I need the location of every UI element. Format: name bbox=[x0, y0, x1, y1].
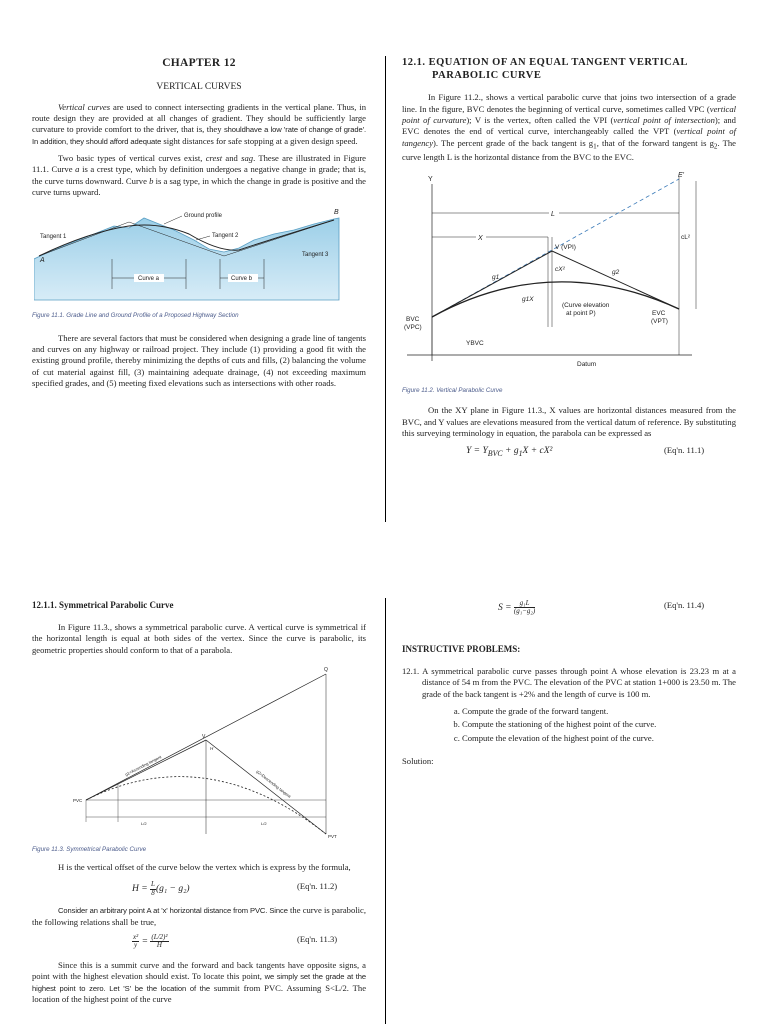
label-pvc: PVC bbox=[73, 797, 83, 803]
equation-11-1 bbox=[402, 445, 736, 465]
eq-fraction bbox=[514, 600, 535, 616]
label-forward-tangent: g2=Descending tangent bbox=[255, 768, 292, 799]
label-b: B bbox=[334, 209, 339, 217]
para-factors: There are several factors that must be considered when designing a grade line of tangents and curves on any highway or railroad project. They include (1) providing a good fit with the existing ground profile, thereby minimizing the depths of cuts and fills, (2) balancing the volume of cut material against fill, (3) maintaining adequate drainage, (4) not exceeding maximum specified grades, and (5) meeting fixed elevations such as intersections with other roads. bbox=[32, 332, 366, 389]
label-vertex: V (VPI) bbox=[555, 244, 576, 252]
label-a: A bbox=[40, 257, 45, 265]
figure-11-2-caption: Figure 11.2. Vertical Parabolic Curve bbox=[402, 387, 503, 395]
figure-11-2 bbox=[402, 169, 702, 379]
label-cx2: cX² bbox=[555, 266, 565, 274]
para-text: Two basic types of vertical curves exist, bbox=[58, 153, 206, 164]
para-h-offset: H is the vertical offset of the curve below the vertex which is express by the formula, bbox=[58, 862, 351, 873]
eq-sub: BVC bbox=[487, 449, 503, 459]
label-curve-elev-2: at point P) bbox=[566, 310, 596, 318]
label-back-tangent: g1=Ascending tangent bbox=[124, 754, 163, 777]
page-1 bbox=[32, 56, 366, 395]
term-vpc: vertical point of curvature bbox=[402, 103, 736, 125]
para-summit bbox=[32, 960, 366, 1005]
label-curve-a: Curve a bbox=[138, 276, 160, 283]
eq-text: X + cX² bbox=[522, 446, 553, 457]
label-g2: g2 bbox=[612, 269, 620, 277]
eq-numerator: x² bbox=[133, 933, 139, 942]
label-l: L bbox=[551, 211, 555, 219]
para-text: sight distances for safe stopping at a given design speed. bbox=[161, 135, 358, 146]
figure-11-1 bbox=[34, 204, 344, 304]
equation-11-2-body bbox=[132, 881, 190, 897]
label-y: Y bbox=[428, 176, 433, 184]
para-text: is a crest type, which by definition undergoes a negative change in grade; that is, the curve turns downward. Curve bbox=[32, 164, 366, 186]
label-evc: EVC bbox=[652, 310, 666, 318]
column-divider-bottom bbox=[385, 598, 386, 1024]
problem-12-1: 12.1. A symmetrical parabolic curve passes through point A whose elevation is 23.23 m at a distance of 54 m from the PVC. The elevation of the PVC at station 1+000 is 23.50 m. The grade of the back tangent is +2% and the length of curve is 100 m. bbox=[402, 665, 736, 699]
para-text: . These are illustrated in Figure 11.1. Curve bbox=[32, 153, 366, 175]
term-crest: crest bbox=[205, 153, 223, 164]
eq-denominator: (g₁−g₂) bbox=[513, 607, 536, 616]
label-ybvc: YBVC bbox=[466, 340, 484, 348]
label-l2-left: L/2 bbox=[141, 820, 147, 826]
eq-fraction-right bbox=[150, 934, 168, 950]
solution-label: Solution: bbox=[402, 755, 434, 766]
eq-denominator: y bbox=[134, 941, 138, 950]
label-curve-elev-1: (Curve elevation bbox=[562, 302, 610, 310]
term-sag: sag bbox=[241, 153, 254, 164]
handwritten-text: we simply set the grade at the highest point to zero. Let 'S' be the location of the bbox=[32, 972, 366, 993]
para-text: Since this is a summit curve and the forward and back tangents have opposite signs, a point with the highest elevation should exist. To locate this point, bbox=[32, 960, 366, 982]
descending-tangent bbox=[206, 740, 326, 834]
label-tangent-2: Tangent 2 bbox=[212, 233, 239, 240]
para-text: is a sag type, in which the change in grade is positive and the curve turns upward. bbox=[32, 175, 366, 198]
handwritten-text: shouldhave a low 'rate of change of grade'. In addition, they should afford adequate bbox=[32, 125, 366, 146]
eq-text: H = bbox=[132, 884, 151, 895]
chapter-subtitle: VERTICAL CURVES bbox=[156, 82, 242, 93]
para-arbitrary-point bbox=[32, 905, 366, 928]
label-cl2: cL² bbox=[681, 234, 691, 242]
term-vpt: vertical point of tangency bbox=[402, 126, 736, 148]
equation-11-3-body: $\frac{\text{x²}}{y}$ = $\frac{\text{(L/2)²}}{H}$ bbox=[133, 933, 168, 950]
eq-text: Y = Y bbox=[466, 446, 488, 457]
para-symmetrical: In Figure 11.3., shows a symmetrical parabolic curve. A vertical curve is symmetrical if the horizontal length is equal at both sides of the vertex. Since the curve is parabolic, its geometric properties should conform to that of a parabola. bbox=[32, 621, 366, 655]
equation-11-3 bbox=[32, 934, 366, 960]
label-ground-profile: Ground profile bbox=[184, 213, 223, 220]
eq-numerator: (L/2)² bbox=[151, 933, 168, 942]
label-tangent-1: Tangent 1 bbox=[40, 234, 67, 241]
label-g1: g1 bbox=[492, 274, 500, 282]
term-vpi: vertical point of intersection bbox=[613, 114, 715, 125]
page-3 bbox=[32, 600, 366, 1012]
chapter-title: CHAPTER 12 bbox=[162, 57, 236, 69]
equation-11-4-body bbox=[498, 600, 535, 616]
equation-11-2-number: (Eq'n. 11.2) bbox=[297, 881, 338, 892]
equation-11-4 bbox=[402, 600, 736, 626]
eq-numerator: L bbox=[151, 880, 155, 889]
para-vertical-curves bbox=[32, 102, 366, 147]
label-bvc: BVC bbox=[406, 316, 420, 324]
para-text: , that of the forward tangent is g bbox=[596, 137, 714, 148]
instructive-problems-heading: INSTRUCTIVE PROBLEMS: bbox=[402, 644, 521, 654]
leader-ground bbox=[164, 216, 182, 224]
para-text: the curve is parabolic, the following relations shall be true, bbox=[32, 905, 366, 927]
term-vertical-curves: Vertical curves bbox=[58, 101, 111, 112]
label-x: X bbox=[478, 235, 483, 243]
para-vpc: In Figure 11.2., shows a vertical parabolic curve that joins two intersection of a grade line. In the figure, BVC denotes the beginning of vertical curve, sometimes called VPC (vertical point of curvature); V is the vertex, often called the VPI (vertical point of intersection); and EVC denotes the end of vertical curve, interchangeably called the VPT (vertical point of tangency). The percent grade of the back tangent is $g_1$, that of the forward tangent is $g_2$. The curve length L is the horizontal distance from the BVC to the EVC. bbox=[402, 92, 736, 162]
sub-item-b: b. Compute the stationing of the highest point of the curve. bbox=[462, 719, 736, 730]
para-xy-plane: On the XY plane in Figure 11.3., X values are horizontal distances measured from the BVC, and Y values are elevations measured from the vertical datum of reference. By substituting this surveying terminology in equation, the parabola can be expressed as bbox=[402, 405, 736, 439]
para-text: ); and EVC denotes the end of vertical curve, interchangeably called the VPT ( bbox=[402, 114, 736, 137]
label-vpt: (VPT) bbox=[651, 318, 668, 326]
label-l2-right: L/2 bbox=[261, 820, 267, 826]
eq-text: S = bbox=[498, 603, 514, 614]
eq-text: + g bbox=[502, 446, 519, 457]
problem-sub-items bbox=[462, 706, 736, 744]
section-12-1-title: 12.1. EQUATION OF AN EQUAL TANGENT VERTICAL PARABOLIC CURVE bbox=[402, 57, 688, 82]
figure-11-3 bbox=[46, 662, 346, 840]
para-text: ); V is the vertex, often called the VPI ( bbox=[466, 114, 614, 125]
label-datum: Datum bbox=[577, 361, 597, 369]
term-a: a bbox=[75, 164, 80, 175]
para-text: ). The percent grade of the back tangent is g bbox=[433, 137, 594, 148]
eq-fraction-left bbox=[132, 934, 139, 950]
eq-denominator: H bbox=[156, 941, 162, 950]
column-divider-top bbox=[385, 56, 386, 522]
sub-item-a: a. Compute the grade of the forward tangent. bbox=[462, 706, 736, 717]
sub-item-c: c. Compute the elevation of the highest point of the curve. bbox=[462, 733, 736, 744]
label-v: V bbox=[202, 733, 206, 740]
label-tangent-3: Tangent 3 bbox=[302, 252, 329, 259]
label-g1x: g1X bbox=[522, 296, 534, 304]
section-12-1-1-title: 12.1.1. Symmetrical Parabolic Curve bbox=[32, 600, 174, 610]
label-vpc: (VPC) bbox=[404, 324, 422, 332]
term-b: b bbox=[149, 175, 154, 186]
label-e-prime: E' bbox=[678, 172, 685, 180]
eq-text: (g₁ − g₂) bbox=[155, 884, 190, 895]
ascending-tangent bbox=[86, 740, 206, 800]
label-h: H bbox=[210, 745, 214, 751]
equation-11-4-number: (Eq'n. 11.4) bbox=[664, 600, 705, 610]
label-curve-b: Curve b bbox=[231, 276, 253, 283]
equation-11-1-body: $Y = Y_{BVC} + g_1X + cX^2$ bbox=[466, 446, 553, 459]
para-text: are used to connect intersecting gradients in the vertical plane. Thus, in route design they are provided at all changes of gradient. They should be sufficiently large curvature to provide comfort to the driver, that is, they bbox=[32, 101, 367, 135]
label-pvt: PVT bbox=[328, 833, 337, 839]
para-text: In Figure 11.2., shows a vertical parabolic curve that joins two intersection of a grade line. In the figure, BVC denotes the beginning of vertical curve, sometimes called VPC ( bbox=[402, 92, 736, 114]
leader-tangent-2 bbox=[196, 236, 210, 240]
handwritten-text: Consider an arbitrary point A at 'x' horizontal distance from PVC. Since bbox=[58, 906, 288, 916]
label-q: Q bbox=[324, 666, 328, 673]
figure-11-1-caption: Figure 11.1. Grade Line and Ground Profile of a Proposed Highway Section bbox=[32, 312, 239, 320]
page-4 bbox=[402, 600, 736, 767]
equation-11-1-number: (Eq'n. 11.1) bbox=[664, 445, 705, 456]
para-text: summit from PVC. Assuming S<L/2. The location of the highest point of the curve bbox=[32, 982, 367, 1005]
para-text: and bbox=[222, 153, 242, 164]
figure-11-3-caption: Figure 11.3. Symmetrical Parabolic Curve bbox=[32, 845, 147, 853]
parabolic-curve bbox=[432, 282, 679, 317]
eq-numerator: g₁L bbox=[514, 600, 535, 608]
equation-11-2 bbox=[32, 881, 366, 905]
para-text: . The curve length L is the horizontal distance from the BVC to the EVC. bbox=[402, 137, 736, 162]
equation-11-3-number: (Eq'n. 11.3) bbox=[297, 934, 338, 945]
para-types bbox=[32, 153, 366, 198]
page-2 bbox=[402, 56, 736, 465]
ground-profile bbox=[34, 218, 339, 300]
eq-denominator: 8 bbox=[151, 888, 155, 897]
